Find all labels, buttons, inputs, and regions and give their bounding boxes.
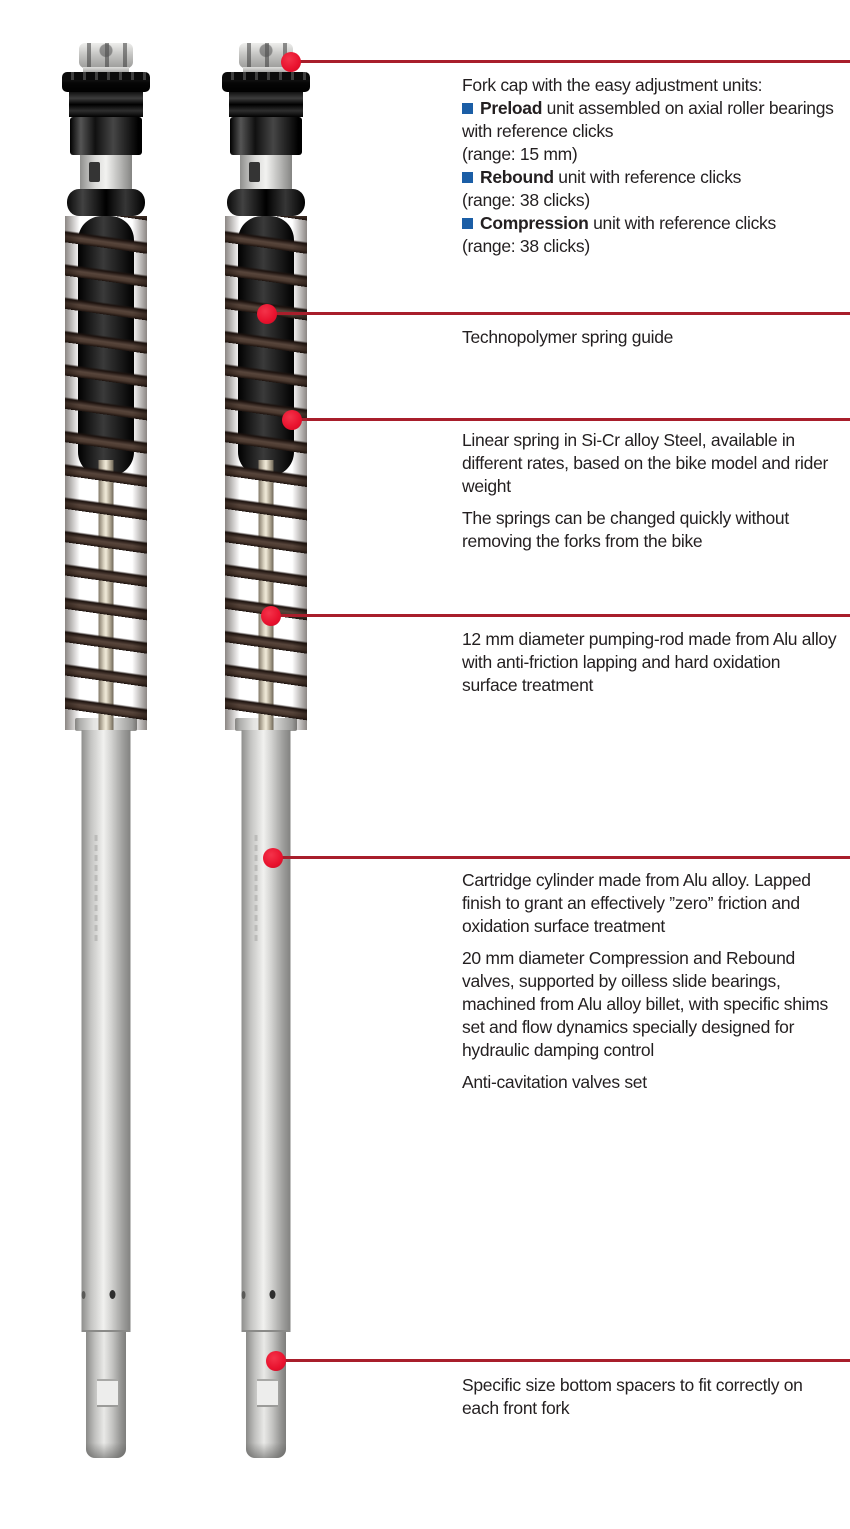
note-text: Cartridge cylinder made from Alu alloy. Lapped finish to grant an effectively ”zero” friction and oxidation surface treatment — [462, 870, 811, 936]
cartridge-cylinder — [82, 730, 131, 1332]
leader-line-cartridge — [273, 856, 850, 859]
collar-slot — [249, 162, 260, 182]
bullet-range: (range: 38 clicks) — [462, 236, 590, 256]
bullet-desc: unit with reference clicks — [593, 213, 776, 233]
spring-seat — [67, 189, 145, 216]
engraving-mark — [95, 835, 98, 945]
spacer-window — [257, 1379, 278, 1407]
bullet-item-rebound — [462, 166, 840, 212]
fork-cap-body — [230, 117, 302, 155]
note-text: Anti-cavitation valves set — [462, 1072, 647, 1092]
callout-dot-fork-cap — [281, 52, 301, 72]
collar-slot — [89, 162, 100, 182]
note-text: The springs can be changed quickly without removing the forks from the bike — [462, 508, 789, 551]
callout-dot-spring-guide — [257, 304, 277, 324]
cap-neck — [229, 92, 303, 117]
note-text: 20 mm diameter Compression and Rebound valves, supported by oilless slide bearings, machined from Alu alloy billet, with specific shims set and flow dynamics specially designed for hydraulic damping control — [462, 948, 828, 1060]
main-spring — [65, 216, 147, 730]
main-spring — [225, 216, 307, 730]
fork-cartridge-left — [51, 40, 161, 1470]
bullet-item-preload — [462, 97, 840, 166]
bleed-hole — [270, 1290, 276, 1299]
note-title: Fork cap with the easy adjustment units: — [462, 75, 763, 95]
bullet-item-compression — [462, 212, 840, 258]
note-spring-guide — [462, 326, 840, 349]
note-linear-spring — [462, 429, 840, 553]
note-fork-cap — [462, 74, 840, 258]
bleed-hole — [110, 1290, 116, 1299]
bullet-term: Compression — [480, 213, 589, 233]
bullet-square-icon — [462, 218, 473, 229]
cartridge-cylinder — [242, 730, 291, 1332]
leader-line-bottom-spacers — [276, 1359, 850, 1362]
leader-line-pumping-rod — [271, 614, 850, 617]
note-text: 12 mm diameter pumping-rod made from Alu alloy with anti-friction lapping and hard oxidation surface treatment — [462, 629, 837, 695]
bullet-square-icon — [462, 172, 473, 183]
callout-dot-cartridge — [263, 848, 283, 868]
adjuster-collar — [80, 155, 132, 189]
bullet-square-icon — [462, 103, 473, 114]
bullet-desc: unit assembled on axial roller bearings with reference clicks — [462, 98, 834, 141]
spring-seat — [227, 189, 305, 216]
note-text: Specific size bottom spacers to fit correctly on each front fork — [462, 1375, 803, 1418]
leader-line-fork-cap — [291, 60, 850, 63]
fork-cap-body — [70, 117, 142, 155]
spacer-window — [97, 1379, 118, 1407]
callout-dot-bottom-spacers — [266, 1351, 286, 1371]
cap-ribbed-flange — [62, 72, 150, 92]
preload-adjuster-knob — [79, 43, 133, 68]
bullet-range: (range: 38 clicks) — [462, 190, 590, 210]
bullet-term: Rebound — [480, 167, 554, 187]
bullet-term: Preload — [480, 98, 543, 118]
leader-line-linear-spring — [292, 418, 850, 421]
spring-coils — [225, 216, 307, 730]
fork-cartridge-right — [211, 40, 321, 1470]
cap-ribbed-flange — [222, 72, 310, 92]
callout-dot-linear-spring — [282, 410, 302, 430]
bullet-desc: unit with reference clicks — [558, 167, 742, 187]
bottom-spacer — [86, 1332, 126, 1458]
bullet-range: (range: 15 mm) — [462, 144, 578, 164]
spring-coils — [65, 216, 147, 730]
note-text: Linear spring in Si-Cr alloy Steel, available in different rates, based on the bike model and rider weight — [462, 430, 829, 496]
leader-line-spring-guide — [267, 312, 850, 315]
note-bottom-spacers — [462, 1374, 840, 1420]
edge-hole — [242, 1291, 246, 1299]
adjuster-collar — [240, 155, 292, 189]
edge-hole — [82, 1291, 86, 1299]
note-cartridge — [462, 869, 840, 1094]
engraving-mark — [255, 835, 258, 945]
callout-dot-pumping-rod — [261, 606, 281, 626]
note-text: Technopolymer spring guide — [462, 327, 674, 347]
note-pumping-rod — [462, 628, 840, 697]
cap-neck — [69, 92, 143, 117]
